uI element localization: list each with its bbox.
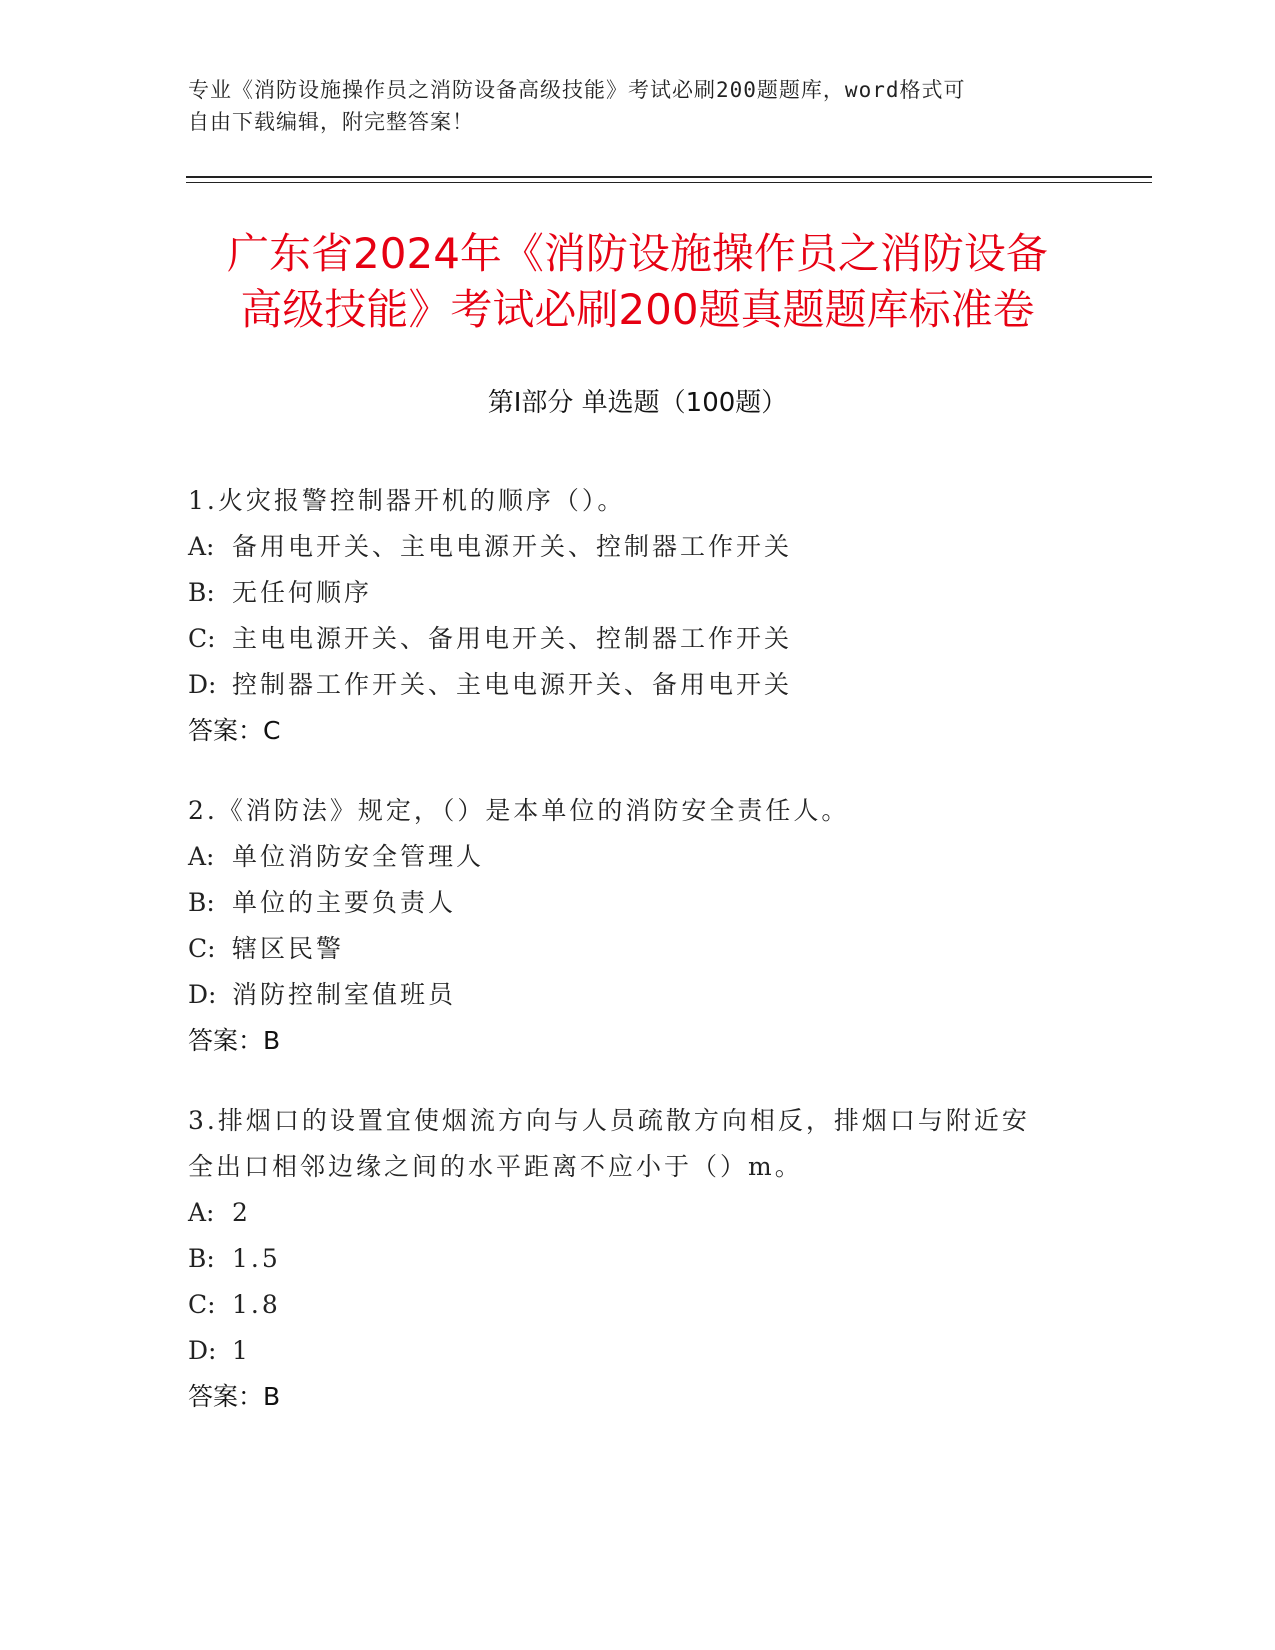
document-title bbox=[100, 226, 1175, 338]
option-a bbox=[188, 834, 1068, 880]
option-d bbox=[188, 1328, 1068, 1374]
option-text: 单位的主要负责人 bbox=[232, 888, 457, 917]
option-a bbox=[188, 524, 1068, 570]
option-letter: C: bbox=[188, 624, 216, 653]
answer-label: 答案：B bbox=[188, 1026, 281, 1055]
option-letter: C: bbox=[188, 934, 216, 963]
option-text: 控制器工作开关、主电电源开关、备用电开关 bbox=[232, 670, 793, 699]
option-c bbox=[188, 926, 1068, 972]
header-note bbox=[188, 74, 1068, 138]
option-text: 1.8 bbox=[232, 1290, 281, 1319]
option-letter: A: bbox=[188, 1198, 215, 1227]
option-d bbox=[188, 662, 1068, 708]
option-c bbox=[188, 1282, 1068, 1328]
question-stem: 1.火灾报警控制器开机的顺序（）。 bbox=[188, 486, 626, 515]
option-letter: B: bbox=[188, 578, 215, 607]
question-stem-line-2: 全出口相邻边缘之间的水平距离不应小于（）m。 bbox=[188, 1152, 803, 1181]
question-1 bbox=[188, 478, 1068, 754]
section-title: 第Ⅰ部分 单选题（100题） bbox=[487, 388, 788, 418]
option-d bbox=[188, 972, 1068, 1018]
header-note-line-1: 专业《消防设施操作员之消防设备高级技能》考试必刷200题题库，word格式可 bbox=[188, 78, 966, 102]
option-letter: C: bbox=[188, 1290, 216, 1319]
option-letter: A: bbox=[188, 532, 215, 561]
option-c bbox=[188, 616, 1068, 662]
option-a bbox=[188, 1190, 1068, 1236]
option-text: 辖区民警 bbox=[232, 934, 345, 963]
option-text: 2 bbox=[232, 1198, 251, 1227]
option-text: 1 bbox=[232, 1336, 251, 1365]
question-stem: 2.《消防法》规定，（）是本单位的消防安全责任人。 bbox=[188, 796, 850, 825]
document-title-line-1: 广东省2024年《消防设施操作员之消防设备 bbox=[227, 229, 1048, 278]
answer-label: 答案：B bbox=[188, 1382, 281, 1411]
option-text: 单位消防安全管理人 bbox=[232, 842, 485, 871]
option-letter: B: bbox=[188, 888, 215, 917]
option-b bbox=[188, 1236, 1068, 1282]
option-letter: D: bbox=[188, 980, 217, 1009]
option-letter: D: bbox=[188, 670, 217, 699]
option-text: 主电电源开关、备用电开关、控制器工作开关 bbox=[232, 624, 793, 653]
option-text: 消防控制室值班员 bbox=[232, 980, 457, 1009]
option-text: 无任何顺序 bbox=[232, 578, 373, 607]
answer-label: 答案：C bbox=[188, 716, 281, 745]
option-b bbox=[188, 570, 1068, 616]
option-letter: A: bbox=[188, 842, 215, 871]
question-list bbox=[188, 478, 1068, 1454]
document-title-line-2: 高级技能》考试必刷200题真题题库标准卷 bbox=[240, 285, 1035, 334]
question-2 bbox=[188, 788, 1068, 1064]
question-3 bbox=[188, 1098, 1068, 1420]
header-note-line-2: 自由下载编辑，附完整答案！ bbox=[188, 110, 474, 134]
option-letter: D: bbox=[188, 1336, 217, 1365]
option-text: 备用电开关、主电电源开关、控制器工作开关 bbox=[232, 532, 793, 561]
header-divider-thin bbox=[186, 182, 1152, 183]
option-b bbox=[188, 880, 1068, 926]
option-letter: B: bbox=[188, 1244, 215, 1273]
option-text: 1.5 bbox=[232, 1244, 281, 1273]
header-divider-thick bbox=[186, 176, 1152, 178]
question-stem-line-1: 3.排烟口的设置宜使烟流方向与人员疏散方向相反，排烟口与附近安 bbox=[188, 1106, 1030, 1135]
